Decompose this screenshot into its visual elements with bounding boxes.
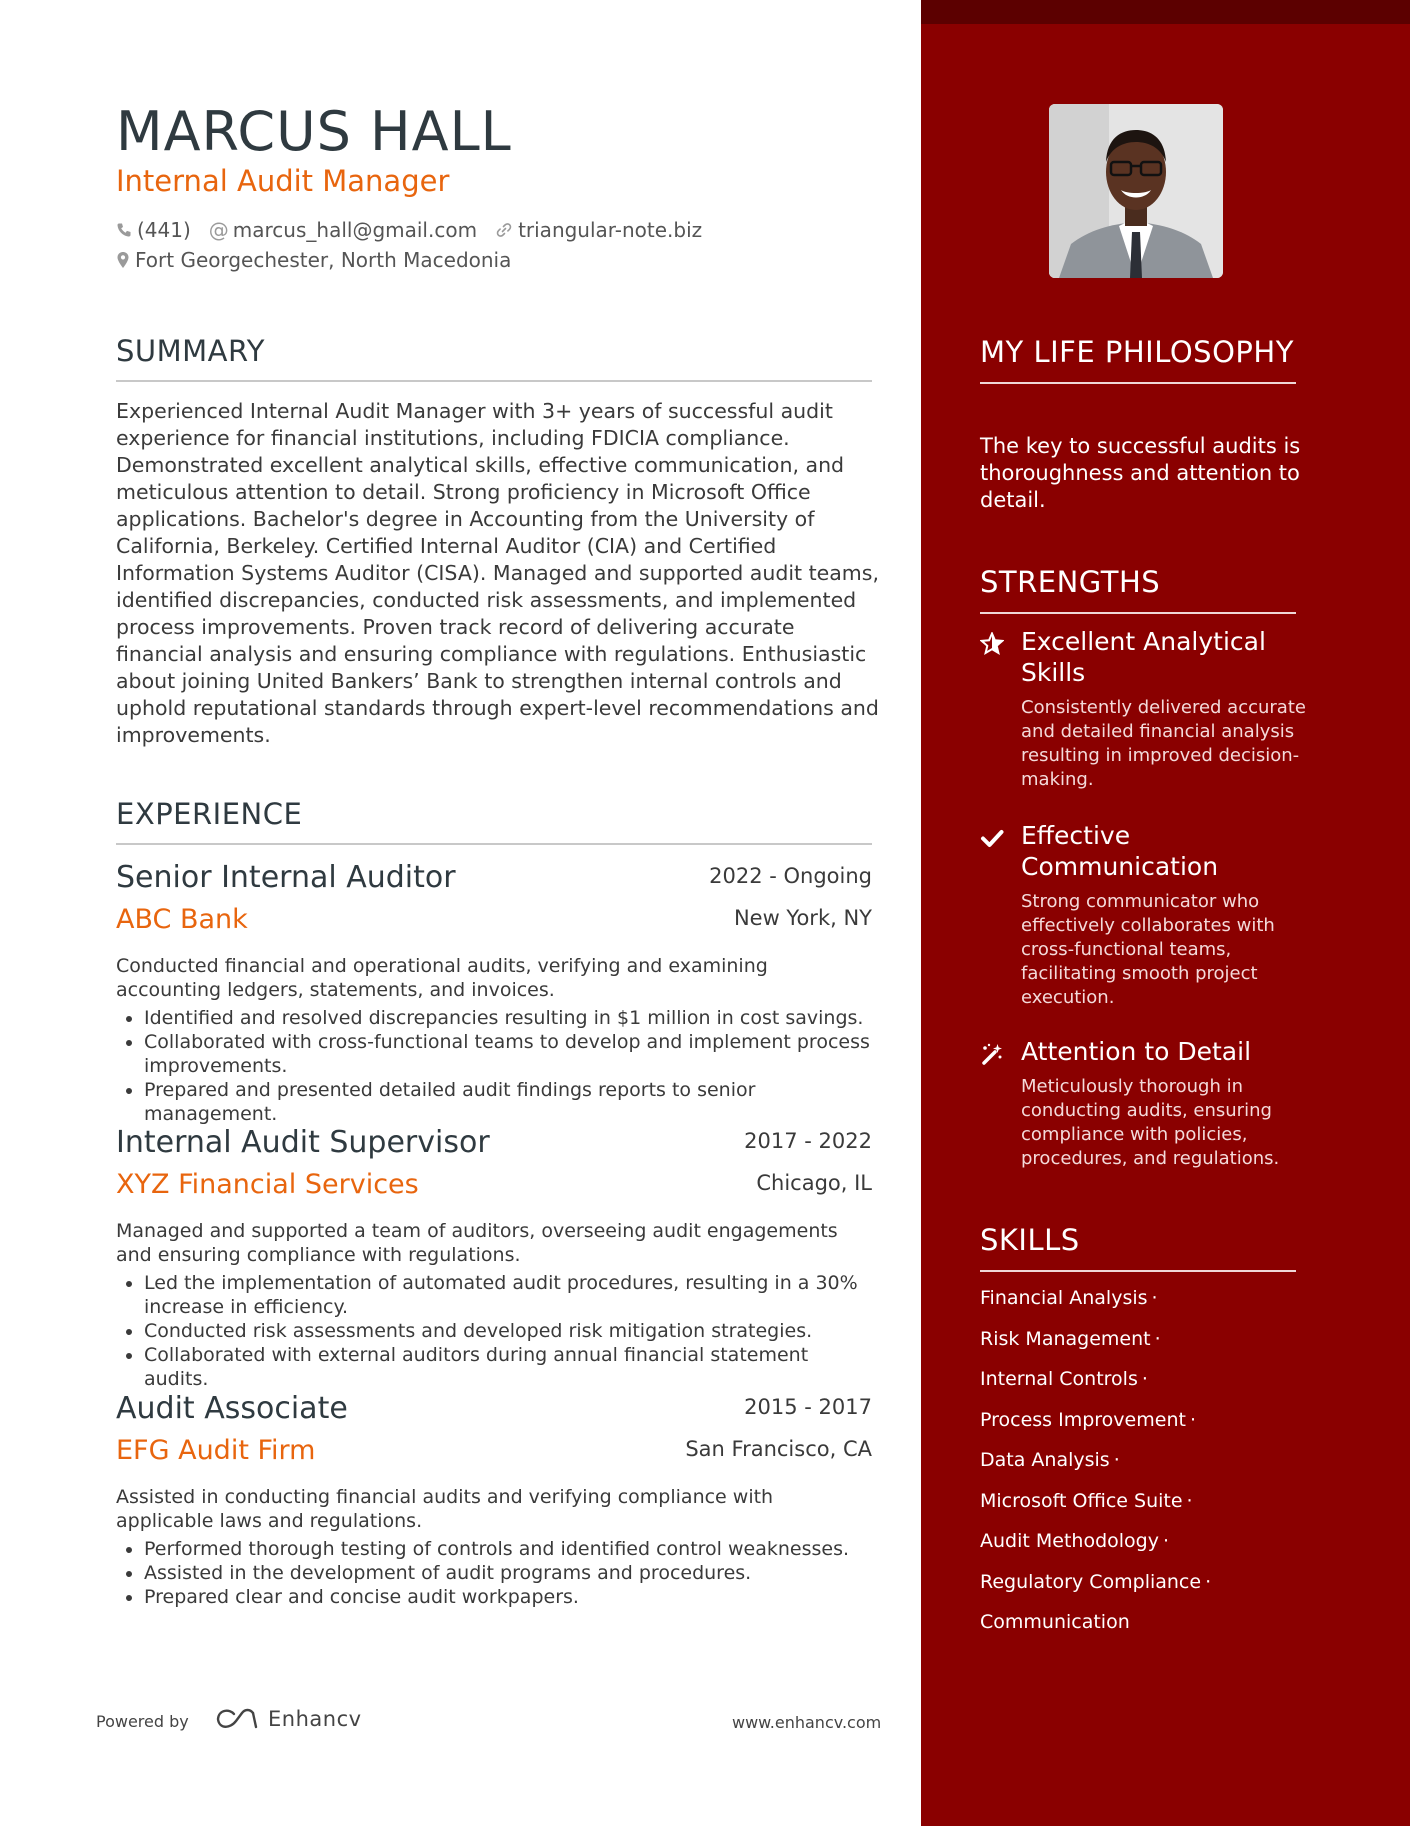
- powered-by-label: Powered by: [96, 1712, 189, 1731]
- location-pin-icon: [116, 251, 130, 269]
- magic-wand-icon: [980, 1042, 1004, 1066]
- phone-icon: [116, 222, 132, 238]
- skill-label: Process Improvement: [980, 1408, 1186, 1431]
- job-description: Managed and supported a team of auditors, overseeing audit engagements and ensuring compliance with regulations.: [116, 1220, 838, 1266]
- job-entry: [116, 860, 872, 1126]
- job-bullets: [116, 1271, 872, 1391]
- job-bullet: • Led the implementation of automated audit procedures, resulting in a 30% increase in efficiency.: [144, 1271, 872, 1319]
- contact-row: [116, 218, 720, 242]
- skill-item: [980, 1368, 1211, 1409]
- job-bullet: • Prepared and presented detailed audit findings reports to senior management.: [144, 1078, 872, 1126]
- philosophy-heading: MY LIFE PHILOSOPHY: [980, 334, 1296, 384]
- at-icon: @: [208, 218, 229, 242]
- skill-label: Internal Controls: [980, 1368, 1138, 1390]
- checkmark-icon: [980, 826, 1004, 850]
- job-bullet: • Conducted risk assessments and developed risk mitigation strategies.: [144, 1319, 872, 1343]
- skill-separator: ·: [1154, 1327, 1161, 1350]
- strength-description: Strong communicator who effectively collaborates with cross-functional teams, facilitating smooth project execution.: [1021, 891, 1275, 1008]
- strength-description: Consistently delivered accurate and detailed financial analysis resulting in improved decision-making.: [1021, 697, 1306, 790]
- job-bullet: • Assisted in the development of audit programs and procedures.: [144, 1561, 872, 1585]
- skill-separator: ·: [1113, 1449, 1120, 1471]
- skill-label: Regulatory Compliance: [980, 1570, 1202, 1593]
- skill-item: [980, 1611, 1211, 1652]
- location-text: Fort Georgechester, North Macedonia: [135, 248, 512, 272]
- email-text[interactable]: marcus_hall@gmail.com: [232, 218, 478, 242]
- strengths-heading: STRENGTHS: [980, 564, 1296, 614]
- link-icon: [495, 221, 513, 239]
- skill-separator: ·: [1141, 1368, 1148, 1390]
- strength-item: [980, 820, 1310, 1010]
- job-location: New York, NY: [733, 906, 872, 930]
- job-dates: 2017 - 2022: [744, 1129, 872, 1153]
- job-dates: 2022 - Ongoing: [709, 864, 872, 888]
- skill-label: Data Analysis: [980, 1449, 1110, 1471]
- summary-text: Experienced Internal Audit Manager with 3+ years of successful audit experience for financial institutions, including FDICIA compliance. Demonstrated excellent analytical skills, effective communication, and meticulous attention to detail. Strong proficiency in Microsoft Office applications. Bachelor's degree in Accounting from the University of California, Berkeley. Certified Internal Auditor (CIA) and Certified Information Systems Auditor (CISA). Managed and supported audit teams, identified discrepancies, conducted risk assessments, and implemented process improvements. Proven track record of delivering accurate financial analysis and ensuring compliance with regulations. Enthusiastic about joining United Bankers’ Bank to strengthen internal controls and uphold reputational standards through expert-level recommendations and improvements.: [116, 399, 879, 747]
- job-role: Senior Internal Auditor: [116, 860, 456, 895]
- contact-phone: [116, 218, 191, 242]
- enhancv-logo[interactable]: [214, 1706, 362, 1732]
- skill-label: Communication: [980, 1611, 1130, 1633]
- skill-item: [980, 1571, 1211, 1612]
- strength-item: [980, 626, 1310, 792]
- job-bullets: [116, 1537, 872, 1609]
- skill-separator: ·: [1151, 1287, 1158, 1309]
- skill-label: Microsoft Office Suite: [980, 1489, 1183, 1512]
- strength-description: Meticulously thorough in conducting audits, ensuring compliance with policies, procedures, and regulations.: [1021, 1076, 1280, 1169]
- skill-item: [980, 1287, 1211, 1328]
- skill-separator: ·: [1186, 1489, 1193, 1512]
- strength-title: Effective Communication: [1021, 821, 1219, 881]
- strength-title: Attention to Detail: [1021, 1037, 1252, 1066]
- job-bullet: • Performed thorough testing of controls and identified control weaknesses.: [144, 1537, 872, 1561]
- candidate-name: MARCUS HALL: [116, 100, 512, 163]
- job-entry: [116, 1125, 872, 1391]
- contact-website[interactable]: [495, 218, 702, 242]
- sidebar-top-band: [921, 0, 1410, 24]
- job-company: XYZ Financial Services: [116, 1169, 419, 1200]
- enhancv-logo-text: Enhancv: [268, 1707, 362, 1731]
- job-company: ABC Bank: [116, 904, 248, 935]
- job-bullet: • Collaborated with cross-functional teams to develop and implement process improvements.: [144, 1030, 872, 1078]
- job-bullets: [116, 1006, 872, 1126]
- skill-label: Financial Analysis: [980, 1287, 1148, 1309]
- experience-heading: EXPERIENCE: [116, 797, 872, 845]
- strength-title: Excellent Analytical Skills: [1021, 627, 1266, 687]
- job-location: San Francisco, CA: [685, 1437, 872, 1461]
- job-bullet: • Identified and resolved discrepancies resulting in $1 million in cost savings.: [144, 1006, 872, 1030]
- website-text[interactable]: triangular-note.biz: [518, 218, 703, 242]
- skill-item: [980, 1490, 1211, 1531]
- sidebar: [921, 0, 1410, 1826]
- job-dates: 2015 - 2017: [744, 1395, 872, 1419]
- skill-label: Risk Management: [980, 1327, 1151, 1350]
- footer-url[interactable]: www.enhancv.com: [732, 1713, 882, 1732]
- skill-separator: ·: [1205, 1570, 1212, 1593]
- skill-item: [980, 1449, 1211, 1490]
- contact-email[interactable]: [209, 218, 477, 242]
- star-icon: [980, 632, 1004, 656]
- job-description: Assisted in conducting financial audits and verifying compliance with applicable laws and regulations.: [116, 1486, 774, 1532]
- contact-location: [116, 248, 511, 272]
- job-bullet: • Collaborated with external auditors during annual financial statement audits.: [144, 1343, 872, 1391]
- job-description: Conducted financial and operational audits, verifying and examining accounting ledgers, statements, and invoices.: [116, 955, 768, 1001]
- skill-item: [980, 1409, 1211, 1450]
- job-role: Internal Audit Supervisor: [116, 1125, 490, 1160]
- job-role: Audit Associate: [116, 1391, 348, 1426]
- phone-text: (441): [137, 218, 191, 242]
- summary-heading: SUMMARY: [116, 334, 872, 382]
- skills-heading: SKILLS: [980, 1222, 1296, 1272]
- enhancv-logo-icon: [214, 1706, 260, 1732]
- job-entry: [116, 1391, 872, 1609]
- skill-item: [980, 1328, 1211, 1369]
- skill-label: Audit Methodology: [980, 1530, 1159, 1552]
- skills-list: [980, 1287, 1211, 1652]
- skill-item: [980, 1530, 1211, 1571]
- job-location: Chicago, IL: [756, 1171, 872, 1195]
- skill-separator: ·: [1189, 1408, 1196, 1431]
- skill-separator: ·: [1162, 1530, 1170, 1552]
- job-company: EFG Audit Firm: [116, 1435, 316, 1466]
- profile-photo: [1049, 104, 1223, 278]
- philosophy-text: The key to successful audits is thoroughness and attention to detail.: [980, 434, 1301, 512]
- contact-row-location: [116, 248, 529, 272]
- job-bullet: • Prepared clear and concise audit workpapers.: [144, 1585, 872, 1609]
- strength-item: [980, 1036, 1310, 1171]
- candidate-title: Internal Audit Manager: [116, 164, 450, 198]
